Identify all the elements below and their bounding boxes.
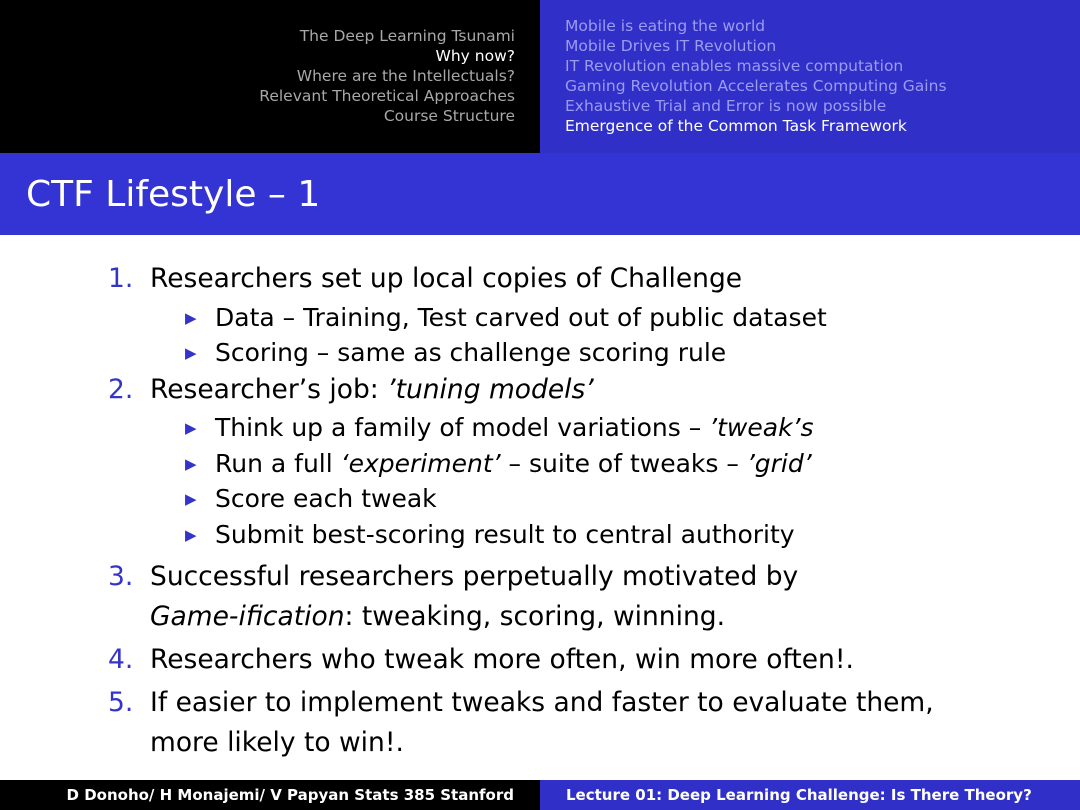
sub-list-item xyxy=(185,481,437,517)
list-item xyxy=(108,259,742,299)
slide-content xyxy=(0,235,1080,780)
list-item-number: 3. xyxy=(108,561,134,592)
list-item-number: 4. xyxy=(108,644,134,675)
list-item-text: Successful researchers perpetually motivated by xyxy=(150,561,799,592)
slide-title: CTF Lifestyle – 1 xyxy=(26,174,321,215)
footer-authors: D Donoho/ H Monajemi/ V Papyan Stats 385 Stanford xyxy=(66,786,514,804)
list-item xyxy=(108,640,854,680)
section-nav-item-theoretical-approaches[interactable]: Relevant Theoretical Approaches xyxy=(259,87,515,105)
subsection-nav-item-mobile-drives[interactable]: Mobile Drives IT Revolution xyxy=(565,37,777,55)
sub-list-item-emphasis: ’grid’ xyxy=(746,449,812,478)
section-nav-item-intellectuals[interactable]: Where are the Intellectuals? xyxy=(296,67,515,85)
slide-title-bar xyxy=(0,153,1080,235)
triangle-bullet-icon: ▶ xyxy=(185,419,197,437)
header-sections-panel xyxy=(0,0,540,153)
sub-list-item xyxy=(185,517,795,553)
list-item-text: Researchers set up local copies of Challenge xyxy=(150,263,743,294)
triangle-bullet-icon: ▶ xyxy=(185,309,197,327)
triangle-bullet-icon: ▶ xyxy=(185,344,197,362)
sub-list-item-emphasis: ’tweak’s xyxy=(709,413,814,442)
section-nav-item-course-structure[interactable]: Course Structure xyxy=(383,107,515,125)
list-item xyxy=(108,557,798,637)
subsection-nav-item-common-task-framework[interactable]: Emergence of the Common Task Framework xyxy=(565,117,907,135)
footer-lecture-panel xyxy=(540,780,1080,810)
sub-list-item xyxy=(185,410,814,446)
sub-list-item xyxy=(185,335,726,371)
section-nav-item-deep-learning-tsunami[interactable]: The Deep Learning Tsunami xyxy=(299,27,515,45)
section-nav xyxy=(259,26,515,126)
subsection-nav-item-it-revolution[interactable]: IT Revolution enables massive computation xyxy=(565,57,904,75)
sub-list-item-text: Think up a family of model variations – xyxy=(215,413,710,442)
sub-list-item-text: Score each tweak xyxy=(215,484,437,513)
subsection-nav-item-gaming-revolution[interactable]: Gaming Revolution Accelerates Computing Gains xyxy=(565,77,947,95)
sub-list-item-text: Data – Training, Test carved out of public dataset xyxy=(215,303,827,332)
list-item xyxy=(108,370,594,410)
list-item-continuation xyxy=(108,597,798,637)
list-item-text: If easier to implement tweaks and faster to evaluate them, xyxy=(150,687,934,718)
sub-list-item-text: – suite of tweaks – xyxy=(500,449,747,478)
sub-list-item-text: Run a full xyxy=(215,449,341,478)
section-nav-item-why-now[interactable]: Why now? xyxy=(435,47,515,65)
list-item-emphasis: Game-ification xyxy=(150,601,345,632)
triangle-bullet-icon: ▶ xyxy=(185,455,197,473)
sub-list-item xyxy=(185,446,812,482)
sub-list-item xyxy=(185,300,827,336)
list-item-continuation: more likely to win!. xyxy=(150,727,404,758)
triangle-bullet-icon: ▶ xyxy=(185,490,197,508)
list-item xyxy=(108,683,934,763)
list-item-number: 5. xyxy=(108,687,134,718)
list-item-emphasis: ’tuning models’ xyxy=(387,374,594,405)
list-item-number: 2. xyxy=(108,374,134,405)
footer-lecture-title: Lecture 01: Deep Learning Challenge: Is There Theory? xyxy=(566,786,1032,804)
sub-list-item-text: Submit best-scoring result to central authority xyxy=(215,520,795,549)
list-item-number: 1. xyxy=(108,263,134,294)
list-item-text: Researchers who tweak more often, win more often!. xyxy=(150,644,854,675)
sub-list-item-text: Scoring – same as challenge scoring rule xyxy=(215,338,727,367)
list-item-text: Researcher’s job: xyxy=(150,374,388,405)
subsection-nav-item-exhaustive-trial[interactable]: Exhaustive Trial and Error is now possible xyxy=(565,97,887,115)
footer-authors-panel xyxy=(0,780,540,810)
sub-list-item-emphasis: ‘experiment’ xyxy=(340,449,501,478)
subsection-nav-item-mobile-eating[interactable]: Mobile is eating the world xyxy=(565,17,766,35)
list-item-text: : tweaking, scoring, winning. xyxy=(344,601,725,632)
header-subsections-panel xyxy=(540,0,1080,153)
triangle-bullet-icon: ▶ xyxy=(185,526,197,544)
subsection-nav xyxy=(565,16,947,136)
